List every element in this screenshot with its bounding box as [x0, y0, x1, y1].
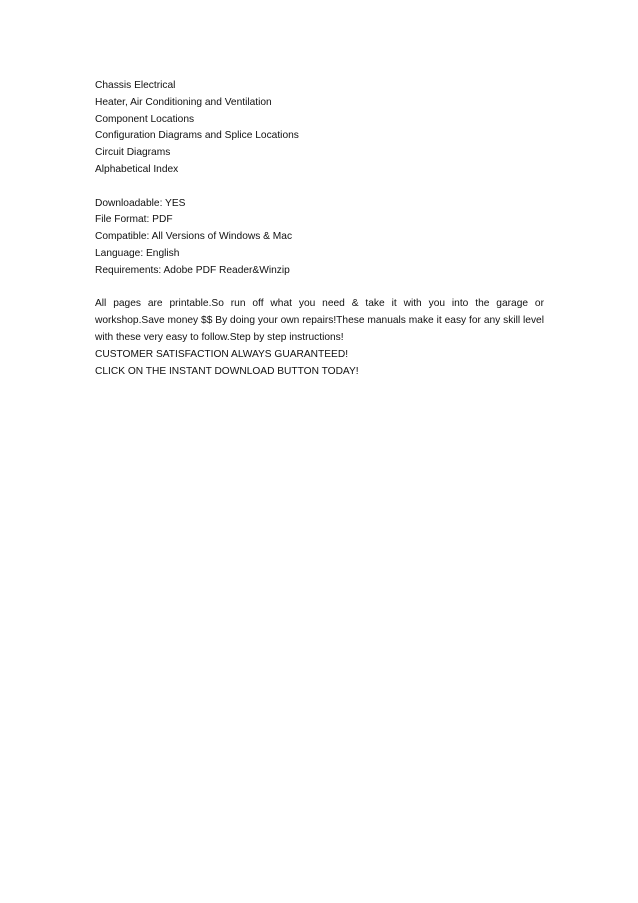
contents-item: Configuration Diagrams and Splice Locations — [95, 130, 299, 142]
contents-list — [95, 78, 544, 179]
contents-item: Chassis Electrical — [95, 80, 176, 91]
spacer — [95, 280, 544, 297]
contents-item: Component Locations — [95, 113, 195, 125]
specs-list — [95, 196, 544, 280]
guarantee-text: CUSTOMER SATISFACTION ALWAYS GUARANTEED! — [95, 348, 349, 360]
contents-item: Alphabetical Index — [95, 163, 179, 175]
contents-item: Heater, Air Conditioning and Ventilation — [95, 96, 272, 108]
spec-requirements: Requirements: Adobe PDF Reader&Winzip — [95, 264, 290, 276]
spec-language: Language: English — [95, 247, 180, 259]
description-paragraph: All pages are printable.So run off what you need & take it with you into the garage or workshop.Save money $$ By doing your own repairs!These manuals make it easy for any skill level with these very easy to follow.Step by step instructions! — [95, 298, 544, 343]
spacer — [95, 179, 544, 196]
contents-item: Circuit Diagrams — [95, 147, 171, 159]
document-body — [95, 78, 544, 380]
call-to-action-text: CLICK ON THE INSTANT DOWNLOAD BUTTON TODAY! — [95, 365, 359, 377]
spec-file-format: File Format: PDF — [95, 214, 173, 226]
spec-downloadable: Downloadable: YES — [95, 197, 186, 209]
spec-compatible: Compatible: All Versions of Windows & Mac — [95, 231, 293, 243]
